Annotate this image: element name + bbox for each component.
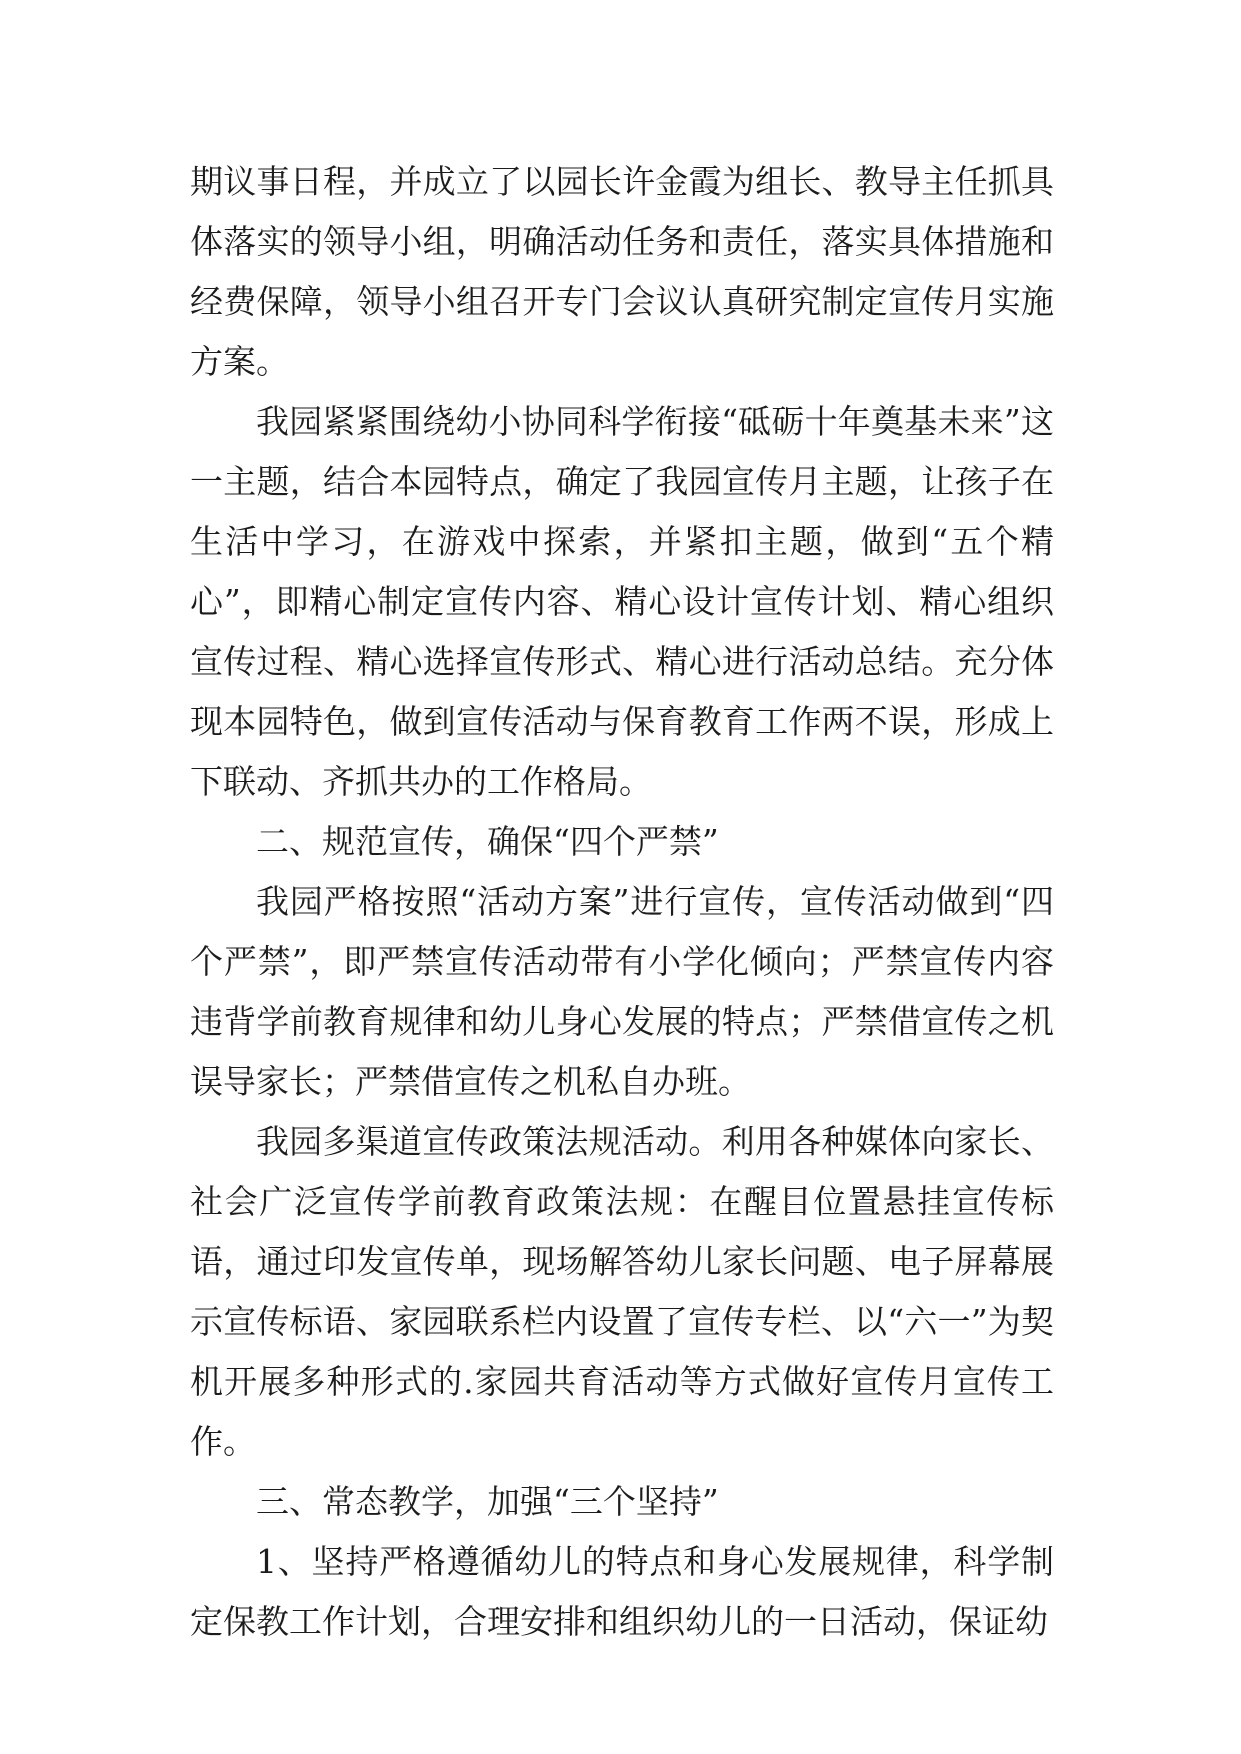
paragraph-theme: 我园紧紧围绕幼小协同科学衔接“砥砺十年奠基未来”这一主题，结合本园特点，确定了我园宣传月主题，让孩子在生活中学习，在游戏中探索，并紧扣主题，做到“五个精心”，即精心制定宣传内容、精心设计宣传计划、精心组织宣传过程、精心选择宣传形式、精心进行活动总结。充分体现本园特色，做到宣传活动与保育教育工作两不误，形成上下联动、齐抓共办的工作格局。 bbox=[190, 402, 1054, 801]
document-body bbox=[190, 152, 1054, 1652]
paragraph-item-1: 1、坚持严格遵循幼儿的特点和身心发展规律，科学制定保教工作计划，合理安排和组织幼儿的一日活动，保证幼 bbox=[190, 1542, 1054, 1641]
section-heading-3: 三、常态教学，加强“三个坚持” bbox=[256, 1482, 719, 1521]
paragraph-policy-publicity: 我园多渠道宣传政策法规活动。利用各种媒体向家长、社会广泛宣传学前教育政策法规：在醒目位置悬挂宣传标语，通过印发宣传单，现场解答幼儿家长问题、电子屏幕展示宣传标语、家园联系栏内设置了宣传专栏、以“六一”为契机开展多种形式的.家园共育活动等方式做好宣传月宣传工作。 bbox=[190, 1122, 1054, 1461]
paragraph-four-prohibitions: 我园严格按照“活动方案”进行宣传，宣传活动做到“四个严禁”，即严禁宣传活动带有小学化倾向；严禁宣传内容违背学前教育规律和幼儿身心发展的特点；严禁借宣传之机误导家长；严禁借宣传之机私自办班。 bbox=[190, 882, 1054, 1101]
section-heading-2: 二、规范宣传，确保“四个严禁” bbox=[256, 822, 719, 861]
paragraph-continued: 期议事日程，并成立了以园长许金霞为组长、教导主任抓具体落实的领导小组，明确活动任务和责任，落实具体措施和经费保障，领导小组召开专门会议认真研究制定宣传月实施方案。 bbox=[190, 162, 1054, 381]
